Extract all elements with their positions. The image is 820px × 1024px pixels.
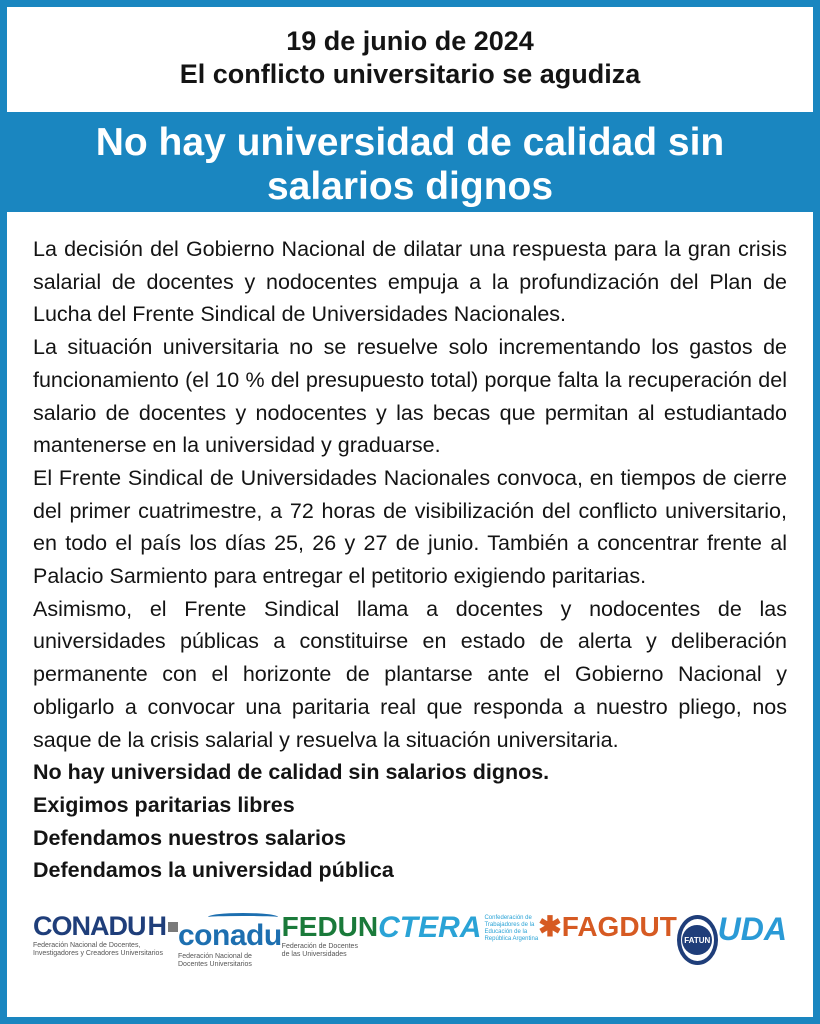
slogan-3: Defendamos nuestros salarios: [33, 825, 347, 850]
fedun-logo-name: FEDUN: [281, 911, 379, 942]
conaduh-logo-name: CONADU: [33, 911, 146, 941]
slogan-4: Defendamos la universidad pública: [33, 858, 394, 883]
uda-logo: [718, 913, 787, 945]
fatun-logo-name: FATUN: [682, 925, 712, 955]
square-icon: [168, 922, 178, 932]
header: [14, 25, 806, 91]
headline-line-2: salarios dignos: [266, 165, 554, 208]
slogan-2: Exigimos paritarias libres: [33, 792, 295, 817]
headline-line-1: No hay universidad de calidad sin: [95, 121, 725, 164]
paragraph-2: La situación universitaria no se resuelve solo incrementando los gastos de funcionamiento (el 10 % del presupuesto total) porque falta la recuperación del salario de docentes y nodocentes y las becas que permitan al estudiantado mantenerse en la universidad y graduarse.: [33, 335, 787, 458]
fedun-logo-sub: Federación de Docentes de las Universidades: [281, 943, 358, 958]
slogan-1: No hay universidad de calidad sin salarios dignos.: [33, 760, 550, 785]
fedun-logo: [282, 913, 378, 959]
ctera-logo: [378, 913, 538, 943]
conadu-logo: [178, 913, 282, 969]
headline-banner: [7, 112, 813, 212]
fagdut-logo: [538, 913, 677, 941]
ctera-logo-sub: Confederación de Trabajadores de la Educación de la República Argentina: [484, 915, 539, 942]
fatun-logo: [677, 915, 718, 965]
conadu-logo-name: conadu: [178, 919, 282, 952]
conadu-logo-sub: Federación Nacional de Docentes Universitarios: [178, 953, 252, 968]
fagdut-logo-name: FAGDUT: [561, 911, 677, 942]
union-logos: [33, 913, 787, 983]
statement-body: [33, 233, 787, 887]
ctera-logo-name: CTERA: [378, 911, 482, 944]
uda-logo-name: UDA: [717, 911, 787, 947]
paragraph-3: El Frente Sindical de Universidades Nacionales convoca, en tiempos de cierre del primer cuatrimestre, a 72 horas de visibilización del conflicto universitario, en todo el país los días 25, 26 y 27 de junio. También a concentrar frente al Palacio Sarmiento para entregar el petitorio exigiendo paritarias.: [33, 465, 787, 589]
paragraph-1: La decisión del Gobierno Nacional de dilatar una respuesta para la gran crisis salarial de docentes y nodocentes empuja a la profundización del Plan de Lucha del Frente Sindical de Universidades Nacionales.: [33, 237, 787, 327]
subtitle-line: El conflicto universitario se agudiza: [179, 59, 641, 89]
asterisk-icon: ✱: [538, 911, 562, 942]
paragraph-4: Asimismo, el Frente Sindical llama a docentes y nodocentes de las universidades públicas a constituirse en estado de alerta y deliberación permanente con el horizonte de plantarse ante el Gobierno Nacional y obligarlo a convocar una paritaria real que responda a nuestro pliego, nos saque de la crisis salarial y resuelva la situación universitaria.: [33, 596, 787, 752]
conaduh-logo-suffix: H: [147, 911, 166, 941]
date-line: 19 de junio de 2024: [286, 26, 534, 56]
conaduh-logo-sub: Federación Nacional de Docentes, Investigadores y Creadores Universitarios: [33, 942, 163, 957]
conaduh-logo: [33, 913, 178, 958]
